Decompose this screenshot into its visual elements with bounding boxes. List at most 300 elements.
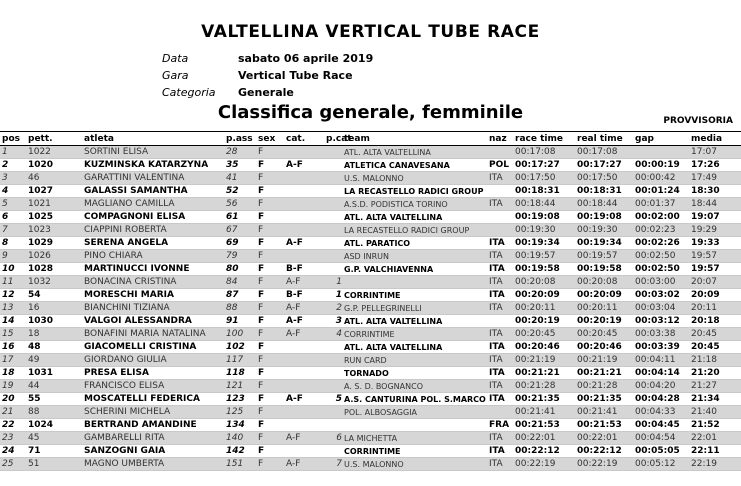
cell-pass: 28 <box>224 146 256 159</box>
cell-naz: ITA <box>487 263 513 276</box>
cell-team <box>342 276 487 289</box>
cell-pass: 56 <box>224 198 256 211</box>
cell-real-time: 00:20:19 <box>575 315 633 328</box>
cell-pass: 84 <box>224 276 256 289</box>
cell-pass: 121 <box>224 380 256 393</box>
cell-race-time: 00:17:50 <box>513 172 575 185</box>
cell-media: 20:07 <box>689 276 741 289</box>
cell-sex: F <box>256 276 284 289</box>
cell-sex: F <box>256 445 284 458</box>
cell-pass: 123 <box>224 393 256 406</box>
cell-naz: ITA <box>487 237 513 250</box>
cell-race-time: 00:22:12 <box>513 445 575 458</box>
cell-cat <box>284 224 324 237</box>
cell-gap: 00:03:38 <box>633 328 689 341</box>
cell-sex: F <box>256 393 284 406</box>
cell-pos: 18 <box>0 367 26 380</box>
cell-real-time: 00:20:09 <box>575 289 633 302</box>
cell-team: LA MICHETTA <box>342 432 487 445</box>
cell-naz: ITA <box>487 276 513 289</box>
cell-team: RUN CARD <box>342 354 487 367</box>
cell-gap: 00:04:33 <box>633 406 689 419</box>
cell-cat <box>284 211 324 224</box>
cell-pos: 11 <box>0 276 26 289</box>
cell-pass: 125 <box>224 406 256 419</box>
cell-race-time: 00:18:44 <box>513 198 575 211</box>
cell-atleta: MAGLIANO CAMILLA <box>82 198 224 211</box>
cell-sex: F <box>256 211 284 224</box>
cell-team: G.P. VALCHIAVENNA <box>342 263 487 276</box>
cell-pos: 10 <box>0 263 26 276</box>
cell-pass: 134 <box>224 419 256 432</box>
table-row <box>0 276 741 289</box>
cell-pett: 55 <box>26 393 82 406</box>
cell-gap: 00:00:42 <box>633 172 689 185</box>
cell-real-time: 00:21:28 <box>575 380 633 393</box>
cell-cat: A-F <box>284 328 324 341</box>
column-header-pett: pett. <box>26 132 82 146</box>
cell-gap: 00:01:37 <box>633 198 689 211</box>
table-row <box>0 263 741 276</box>
cell-pett: 1027 <box>26 185 82 198</box>
cell-pett: 1020 <box>26 159 82 172</box>
column-header-sex: sex <box>256 132 284 146</box>
cell-pett: 51 <box>26 458 82 471</box>
cell-team: ATL. ALTA VALTELLINA <box>342 341 487 354</box>
cell-pos: 24 <box>0 445 26 458</box>
cell-naz: ITA <box>487 198 513 211</box>
cell-pett: 1022 <box>26 146 82 159</box>
cell-pass: 142 <box>224 445 256 458</box>
cell-race-time: 00:22:19 <box>513 458 575 471</box>
table-row <box>0 432 741 445</box>
cell-real-time: 00:20:46 <box>575 341 633 354</box>
cell-naz: ITA <box>487 302 513 315</box>
cell-pos: 8 <box>0 237 26 250</box>
cell-pcat: 5 <box>324 393 342 406</box>
cell-cat: A-F <box>284 458 324 471</box>
cell-pos: 5 <box>0 198 26 211</box>
cell-real-time: 00:19:30 <box>575 224 633 237</box>
cell-pos: 16 <box>0 341 26 354</box>
cell-gap <box>633 146 689 159</box>
cell-cat <box>284 198 324 211</box>
cell-pos: 9 <box>0 250 26 263</box>
race-title: VALTELLINA VERTICAL TUBE RACE <box>201 22 540 42</box>
cell-sex: F <box>256 315 284 328</box>
cell-pass: 91 <box>224 315 256 328</box>
cell-team: CORRINTIME <box>342 289 487 302</box>
cell-pett: 1024 <box>26 419 82 432</box>
cell-cat: A-F <box>284 315 324 328</box>
cell-real-time: 00:21:35 <box>575 393 633 406</box>
cell-cat <box>284 445 324 458</box>
cell-pos: 4 <box>0 185 26 198</box>
cell-cat <box>284 406 324 419</box>
cell-atleta: MORESCHI MARIA <box>82 289 224 302</box>
cell-pcat <box>324 237 342 250</box>
cell-pcat <box>324 354 342 367</box>
cell-naz <box>487 406 513 419</box>
cell-naz: ITA <box>487 341 513 354</box>
cell-pass: 118 <box>224 367 256 380</box>
cell-atleta: GIORDANO GIULIA <box>82 354 224 367</box>
cell-atleta: MAGNO UMBERTA <box>82 458 224 471</box>
cell-pass: 117 <box>224 354 256 367</box>
cell-sex: F <box>256 406 284 419</box>
cell-race-time: 00:20:19 <box>513 315 575 328</box>
cell-cat <box>284 146 324 159</box>
cell-race-time: 00:22:01 <box>513 432 575 445</box>
cell-sex: F <box>256 237 284 250</box>
cell-atleta: BIANCHINI TIZIANA <box>82 302 224 315</box>
cell-race-time: 00:21:35 <box>513 393 575 406</box>
column-header-team: team <box>342 132 487 146</box>
cell-gap: 00:03:00 <box>633 276 689 289</box>
cell-race-time: 00:20:45 <box>513 328 575 341</box>
table-row <box>0 302 741 315</box>
cell-pos: 14 <box>0 315 26 328</box>
cell-team: ATL. ALTA VALTELLINA <box>342 315 487 328</box>
meta-value: Vertical Tube Race <box>238 69 353 82</box>
cell-atleta: COMPAGNONI ELISA <box>82 211 224 224</box>
cell-sex: F <box>256 419 284 432</box>
cell-naz <box>487 211 513 224</box>
cell-gap: 00:02:26 <box>633 237 689 250</box>
cell-pett: 1029 <box>26 237 82 250</box>
table-row <box>0 159 741 172</box>
cell-race-time: 00:20:11 <box>513 302 575 315</box>
cell-gap: 00:04:11 <box>633 354 689 367</box>
cell-gap: 00:04:54 <box>633 432 689 445</box>
table-row <box>0 172 741 185</box>
cell-media: 20:45 <box>689 341 741 354</box>
meta-row-categoria <box>162 84 373 101</box>
cell-pcat <box>324 263 342 276</box>
cell-pett: 16 <box>26 302 82 315</box>
cell-gap: 00:04:28 <box>633 393 689 406</box>
table-row <box>0 380 741 393</box>
table-row <box>0 445 741 458</box>
cell-pcat <box>324 159 342 172</box>
cell-real-time: 00:19:57 <box>575 250 633 263</box>
cell-atleta: PRESA ELISA <box>82 367 224 380</box>
cell-pcat <box>324 146 342 159</box>
cell-naz <box>487 146 513 159</box>
cell-sex: F <box>256 146 284 159</box>
meta-value: Generale <box>238 86 294 99</box>
cell-pass: 100 <box>224 328 256 341</box>
cell-race-time: 00:18:31 <box>513 185 575 198</box>
cell-pass: 41 <box>224 172 256 185</box>
cell-race-time: 00:17:27 <box>513 159 575 172</box>
cell-pass: 35 <box>224 159 256 172</box>
cell-cat <box>284 354 324 367</box>
cell-naz: ITA <box>487 458 513 471</box>
cell-gap: 00:02:50 <box>633 263 689 276</box>
cell-cat: A-F <box>284 302 324 315</box>
cell-real-time: 00:18:31 <box>575 185 633 198</box>
cell-naz: ITA <box>487 328 513 341</box>
cell-pcat: 1 <box>324 289 342 302</box>
cell-team: CORRINTIME <box>342 328 487 341</box>
table-row <box>0 146 741 159</box>
cell-pcat <box>324 250 342 263</box>
cell-media: 20:11 <box>689 302 741 315</box>
cell-race-time: 00:19:58 <box>513 263 575 276</box>
cell-media: 21:27 <box>689 380 741 393</box>
meta-value: sabato 06 aprile 2019 <box>238 52 374 65</box>
cell-cat: A-F <box>284 276 324 289</box>
table-row <box>0 367 741 380</box>
cell-media: 19:57 <box>689 250 741 263</box>
cell-real-time: 00:20:45 <box>575 328 633 341</box>
cell-sex: F <box>256 172 284 185</box>
cell-naz: ITA <box>487 172 513 185</box>
cell-media: 22:11 <box>689 445 741 458</box>
cell-pos: 19 <box>0 380 26 393</box>
cell-real-time: 00:19:58 <box>575 263 633 276</box>
cell-sex: F <box>256 354 284 367</box>
meta-key: Categoria <box>162 86 216 99</box>
cell-cat <box>284 341 324 354</box>
cell-pass: 61 <box>224 211 256 224</box>
cell-race-time: 00:19:08 <box>513 211 575 224</box>
cell-media: 20:09 <box>689 289 741 302</box>
meta-key: Data <box>162 52 189 65</box>
cell-race-time: 00:19:57 <box>513 250 575 263</box>
cell-media: 17:49 <box>689 172 741 185</box>
cell-pass: 140 <box>224 432 256 445</box>
cell-team: POL. ALBOSAGGIA <box>342 406 487 419</box>
cell-atleta: BERTRAND AMANDINE <box>82 419 224 432</box>
cell-real-time: 00:22:01 <box>575 432 633 445</box>
column-header-real-time: real time <box>575 132 633 146</box>
cell-team: U.S. MALONNO <box>342 172 487 185</box>
cell-atleta: GALASSI SAMANTHA <box>82 185 224 198</box>
cell-team: LA RECASTELLO RADICI GROUP <box>342 224 487 237</box>
cell-team: ATLETICA CANAVESANA <box>342 159 487 172</box>
cell-sex: F <box>256 458 284 471</box>
cell-pass: 151 <box>224 458 256 471</box>
cell-team: LA RECASTELLO RADICI GROUP <box>342 185 487 198</box>
cell-real-time: 00:22:19 <box>575 458 633 471</box>
cell-race-time: 00:19:30 <box>513 224 575 237</box>
cell-pos: 21 <box>0 406 26 419</box>
cell-cat: A-F <box>284 393 324 406</box>
cell-media: 19:07 <box>689 211 741 224</box>
cell-cat <box>284 250 324 263</box>
cell-cat: A-F <box>284 432 324 445</box>
results-table <box>0 131 741 471</box>
cell-pcat <box>324 211 342 224</box>
cell-team: A.S. CANTURINA POL. S.MARCO <box>344 394 486 404</box>
cell-race-time: 00:19:34 <box>513 237 575 250</box>
cell-race-time: 00:21:21 <box>513 367 575 380</box>
cell-team: G.P. PELLEGRINELLI <box>342 302 487 315</box>
cell-real-time: 00:17:50 <box>575 172 633 185</box>
cell-pcat <box>324 406 342 419</box>
cell-sex: F <box>256 341 284 354</box>
cell-atleta: PINO CHIARA <box>82 250 224 263</box>
cell-naz: ITA <box>487 445 513 458</box>
cell-gap: 00:02:23 <box>633 224 689 237</box>
cell-pett: 48 <box>26 341 82 354</box>
cell-real-time: 00:19:34 <box>575 237 633 250</box>
table-row <box>0 198 741 211</box>
cell-sex: F <box>256 263 284 276</box>
cell-pos: 15 <box>0 328 26 341</box>
cell-gap: 00:04:45 <box>633 419 689 432</box>
cell-race-time: 00:21:41 <box>513 406 575 419</box>
cell-atleta: GARATTINI VALENTINA <box>82 172 224 185</box>
column-header-media: media <box>689 132 741 146</box>
cell-pos: 1 <box>0 146 26 159</box>
cell-pett: 46 <box>26 172 82 185</box>
cell-pett: 1021 <box>26 198 82 211</box>
cell-atleta: MARTINUCCI IVONNE <box>82 263 224 276</box>
cell-race-time: 00:20:09 <box>513 289 575 302</box>
cell-pass: 88 <box>224 302 256 315</box>
cell-naz <box>487 185 513 198</box>
cell-team: A. S. D. BOGNANCO <box>342 380 487 393</box>
cell-pett: 44 <box>26 380 82 393</box>
cell-pett: 49 <box>26 354 82 367</box>
cell-media: 21:52 <box>689 419 741 432</box>
cell-pcat <box>324 224 342 237</box>
classifica-title: Classifica generale, femminile <box>217 102 524 123</box>
cell-media: 21:34 <box>689 393 741 406</box>
cell-pcat: 6 <box>324 432 342 445</box>
cell-real-time: 00:21:41 <box>575 406 633 419</box>
cell-gap: 00:04:14 <box>633 367 689 380</box>
status-badge: PROVVISORIA <box>663 116 733 126</box>
cell-race-time: 00:20:46 <box>513 341 575 354</box>
cell-naz <box>487 315 513 328</box>
cell-sex: F <box>256 302 284 315</box>
cell-team: ATL. PARATICO <box>342 237 487 250</box>
cell-pass: 79 <box>224 250 256 263</box>
cell-pcat: 4 <box>324 328 342 341</box>
cell-pos: 13 <box>0 302 26 315</box>
meta-row-gara <box>162 67 373 84</box>
cell-team: ATL. ALTA VALTELLINA <box>342 211 487 224</box>
table-row <box>0 185 741 198</box>
cell-real-time: 00:20:08 <box>575 276 633 289</box>
column-header-atleta: atleta <box>82 132 224 146</box>
cell-race-time: 00:21:19 <box>513 354 575 367</box>
cell-gap: 00:03:12 <box>633 315 689 328</box>
table-row <box>0 250 741 263</box>
cell-cat: B-F <box>284 263 324 276</box>
cell-pett: 1025 <box>26 211 82 224</box>
cell-gap: 00:01:24 <box>633 185 689 198</box>
cell-atleta: BONACINA CRISTINA <box>82 276 224 289</box>
cell-gap: 00:04:20 <box>633 380 689 393</box>
cell-naz: FRA <box>487 419 513 432</box>
cell-pass: 87 <box>224 289 256 302</box>
cell-pett: 1023 <box>26 224 82 237</box>
table-row <box>0 458 741 471</box>
cell-media: 20:45 <box>689 328 741 341</box>
cell-atleta: SCHERINI MICHELA <box>82 406 224 419</box>
cell-pett: 71 <box>26 445 82 458</box>
cell-sex: F <box>256 224 284 237</box>
cell-media: 19:33 <box>689 237 741 250</box>
cell-media: 19:57 <box>689 263 741 276</box>
cell-naz: ITA <box>487 354 513 367</box>
cell-pcat <box>324 172 342 185</box>
cell-pos: 20 <box>0 393 26 406</box>
cell-pos: 25 <box>0 458 26 471</box>
column-header-pass: p.ass <box>224 132 256 146</box>
table-row <box>0 406 741 419</box>
cell-team: ASD INRUN <box>342 250 487 263</box>
cell-media: 17:07 <box>689 146 741 159</box>
cell-pett: 1030 <box>26 315 82 328</box>
cell-media: 22:19 <box>689 458 741 471</box>
cell-pett: 1032 <box>26 276 82 289</box>
table-header-row <box>0 132 741 146</box>
cell-real-time: 00:17:27 <box>575 159 633 172</box>
cell-naz <box>487 224 513 237</box>
cell-pcat: 1 <box>324 276 342 289</box>
table-row <box>0 419 741 432</box>
cell-cat <box>284 380 324 393</box>
table-row <box>0 315 741 328</box>
cell-race-time: 00:20:08 <box>513 276 575 289</box>
meta-key: Gara <box>162 69 189 82</box>
cell-pos: 7 <box>0 224 26 237</box>
cell-atleta: VALGOI ALESSANDRA <box>82 315 224 328</box>
cell-sex: F <box>256 159 284 172</box>
cell-naz: ITA <box>487 432 513 445</box>
cell-media: 22:01 <box>689 432 741 445</box>
cell-pcat <box>324 419 342 432</box>
cell-cat <box>284 172 324 185</box>
cell-pett: 88 <box>26 406 82 419</box>
cell-team: ATL. ALTA VALTELLINA <box>342 146 487 159</box>
cell-team: U.S. MALONNO <box>342 458 487 471</box>
cell-cat <box>284 367 324 380</box>
cell-pett: 18 <box>26 328 82 341</box>
cell-real-time: 00:19:08 <box>575 211 633 224</box>
cell-atleta: SANZOGNI GAIA <box>82 445 224 458</box>
cell-pass: 67 <box>224 224 256 237</box>
cell-naz: ITA <box>487 250 513 263</box>
cell-atleta: GIACOMELLI CRISTINA <box>82 341 224 354</box>
cell-pos: 17 <box>0 354 26 367</box>
table-body <box>0 146 741 471</box>
cell-sex: F <box>256 289 284 302</box>
cell-sex: F <box>256 432 284 445</box>
cell-pass: 80 <box>224 263 256 276</box>
cell-media: 21:18 <box>689 354 741 367</box>
cell-atleta: KUZMINSKA KATARZYNA <box>82 159 224 172</box>
cell-pcat: 7 <box>324 458 342 471</box>
cell-race-time: 00:17:08 <box>513 146 575 159</box>
cell-atleta: CIAPPINI ROBERTA <box>82 224 224 237</box>
cell-sex: F <box>256 367 284 380</box>
cell-pos: 22 <box>0 419 26 432</box>
table-row <box>0 211 741 224</box>
cell-pett: 1031 <box>26 367 82 380</box>
cell-gap: 00:05:05 <box>633 445 689 458</box>
cell-atleta: MOSCATELLI FEDERICA <box>82 393 224 406</box>
cell-pcat <box>324 445 342 458</box>
cell-pcat <box>324 185 342 198</box>
cell-team: A.S.D. PODISTICA TORINO <box>342 198 487 211</box>
